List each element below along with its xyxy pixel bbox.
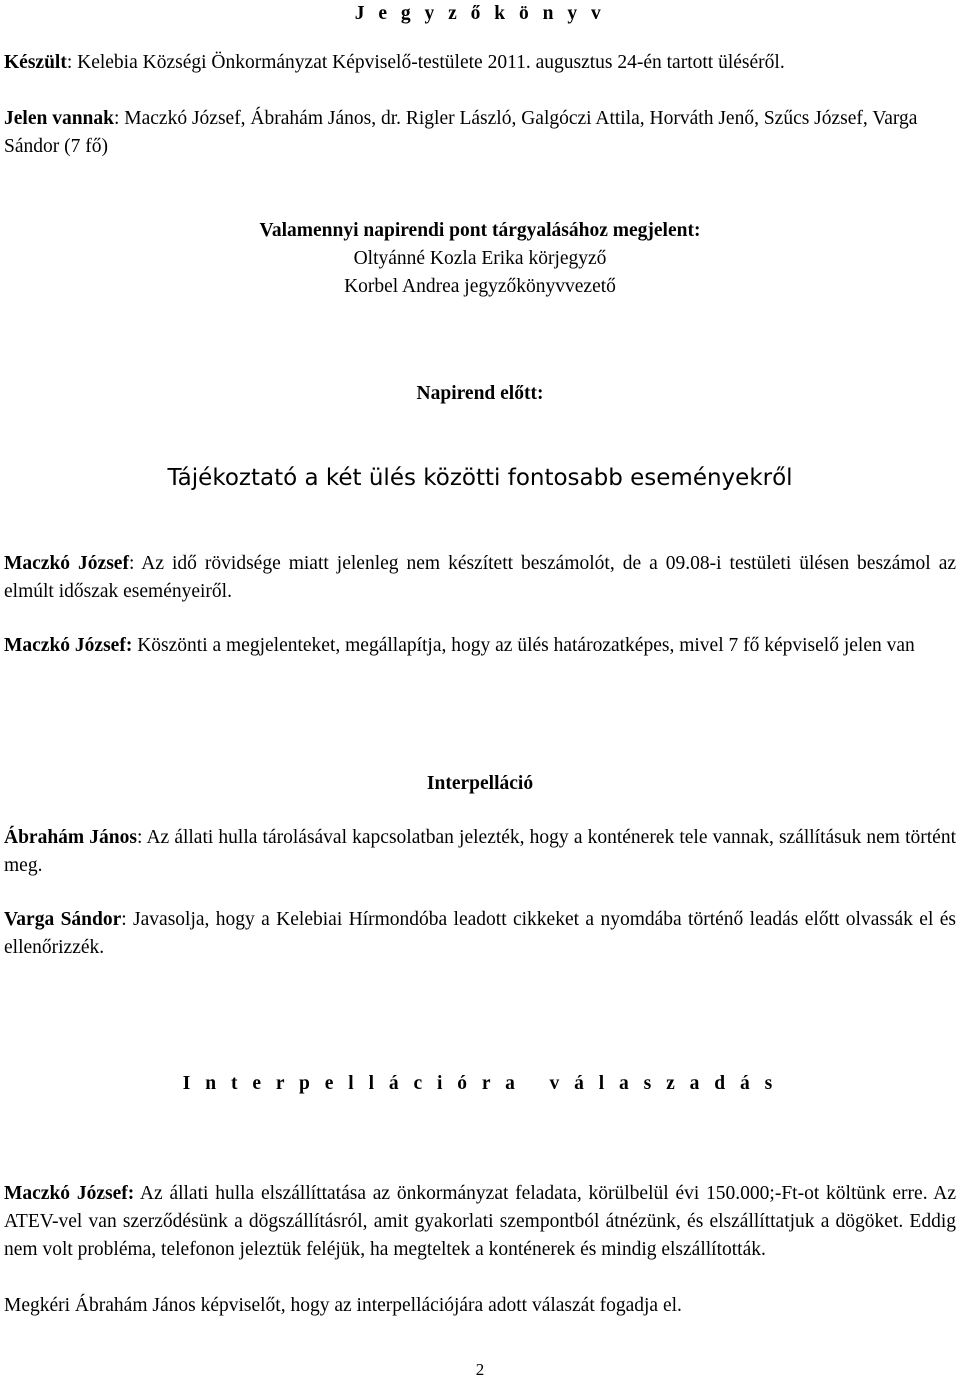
prepared-text: : Kelebia Községi Önkormányzat Képviselő-testülete 2011. augusztus 24-én tartott üléséről. (66, 52, 785, 73)
paragraph-text: : Az idő rövidsége miatt jelenleg nem készített beszámolót, de a 09.08-i testületi ülésen beszámol az elmúlt időszak eseményeiről. (4, 553, 957, 602)
agenda-heading: Napirend előtt: (416, 383, 544, 404)
reply-heading: I n t e r p e l l á c i ó r a v á l a s z a d á s (182, 1073, 778, 1094)
paragraph-text: Köszönti a megjelenteket, megállapítja, hogy az ülés határozatképes, mivel 7 fő képviselő jelen van (132, 635, 915, 656)
speaker-name: Maczkó József: (4, 1183, 135, 1204)
attendees-label: Jelen vannak (4, 108, 114, 129)
page-number: 2 (475, 1360, 485, 1379)
document-title: J e g y z ő k ö n y v (354, 3, 606, 24)
paragraph-varga (4, 906, 956, 962)
paragraph-maczko-1 (4, 550, 956, 606)
prepared-label: Készült (4, 52, 67, 73)
paragraph-request: Megkéri Ábrahám János képviselőt, hogy az interpellációjára adott válaszát fogadja el. (4, 1295, 682, 1316)
attendance-line-1: Oltyánné Kozla Erika körjegyző (353, 248, 607, 269)
paragraph-text: : Javasolja, hogy a Kelebiai Hírmondóba leadott cikkeket a nyomdába történő leadás előtt olvassák el és ellenőrizzék. (4, 909, 957, 958)
agenda-subtitle: Tájékoztató a két ülés közötti fontosabb eseményekről (167, 465, 793, 491)
speaker-name: Maczkó József: (4, 635, 133, 656)
prepared-line (4, 49, 956, 77)
attendance-heading: Valamennyi napirendi pont tárgyalásához megjelent: (259, 220, 701, 241)
attendees-paragraph (4, 105, 956, 161)
paragraph-abraham (4, 824, 956, 880)
interpellation-heading: Interpelláció (426, 773, 534, 794)
attendance-line-2: Korbel Andrea jegyzőkönyvvezető (344, 276, 616, 297)
speaker-name: Varga Sándor (4, 909, 122, 930)
paragraph-maczko-2 (4, 632, 956, 660)
paragraph-text: Az állati hulla elszállíttatása az önkormányzat feladata, körülbelül évi 150.000;-Ft-ot költünk erre. Az ATEV-vel van szerződésünk a dögszállításról, amit gyakorlati szempontból átnézünk, és elszállíttatjuk a dögöket. Eddig nem volt probléma, telefonon jeleztük feléjük, ha megteltek a konténerek és mindig elszállították. (4, 1183, 957, 1260)
speaker-name: Maczkó József (4, 553, 129, 574)
paragraph-maczko-reply (4, 1180, 956, 1264)
attendees-text: : Maczkó József, Ábrahám János, dr. Rigler László, Galgóczi Attila, Horváth Jenő, Szűcs József, Varga Sándor (7 fő) (4, 108, 918, 157)
paragraph-text: : Az állati hulla tárolásával kapcsolatban jelezték, hogy a konténerek tele vannak, szállításuk nem történt meg. (4, 827, 956, 876)
speaker-name: Ábrahám János (4, 827, 137, 848)
attendance-block (4, 217, 956, 301)
